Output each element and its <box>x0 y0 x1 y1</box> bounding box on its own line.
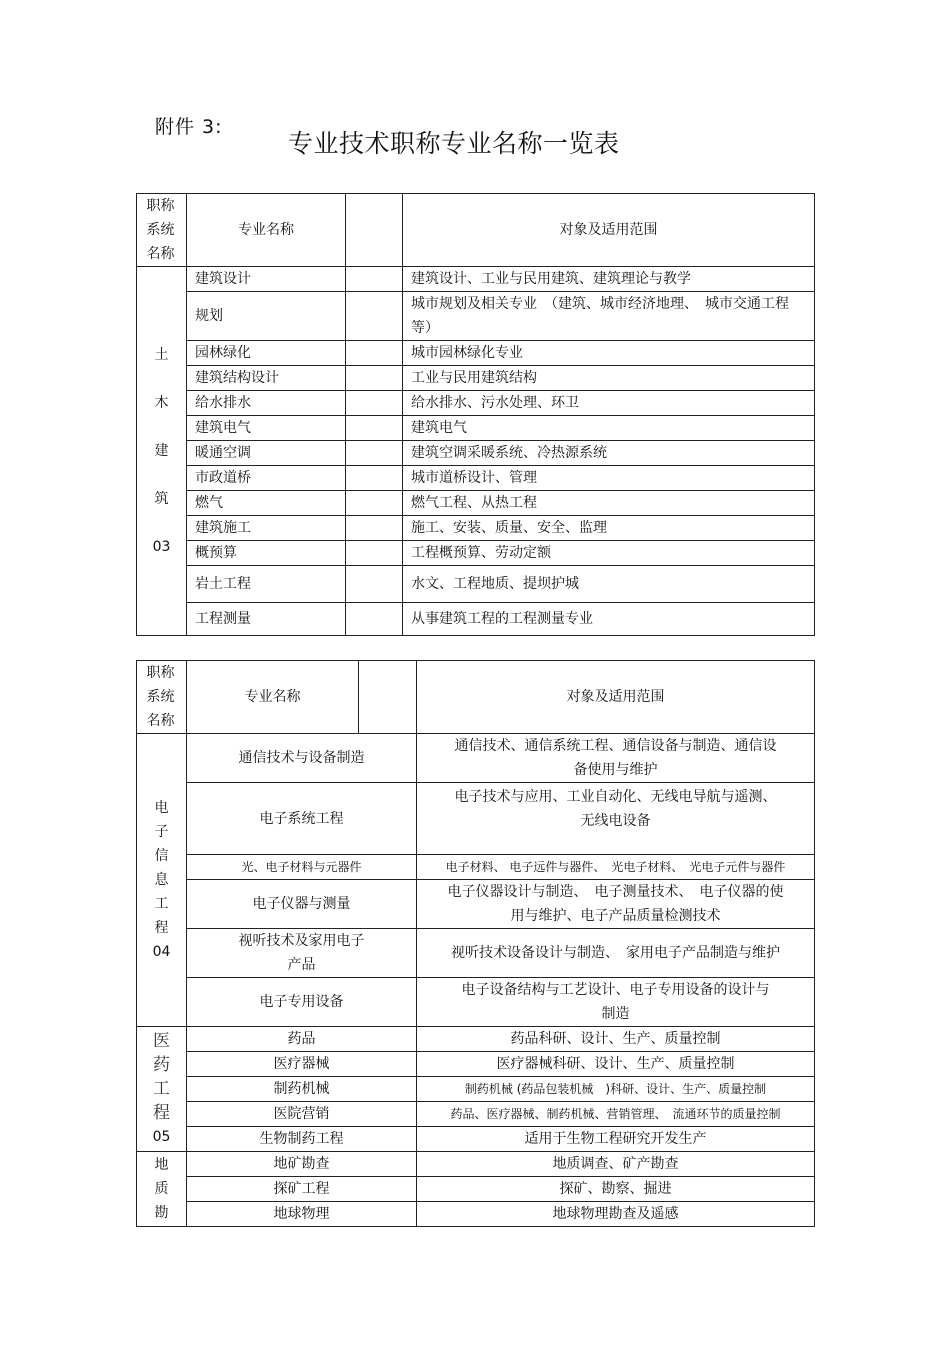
row-scope: 工业与民用建筑结构 <box>403 366 815 391</box>
profession-table-civil <box>136 193 815 636</box>
table-row <box>137 978 815 1027</box>
table-row <box>137 466 815 491</box>
row-name: 园林绿化 <box>187 341 346 366</box>
row-scope: 适用于生物工程研究开发生产 <box>417 1127 815 1152</box>
row-scope: 城市园林绿化专业 <box>403 341 815 366</box>
category-civil: 土 木 建 筑 03 <box>137 267 187 636</box>
row-name: 电子系统工程 <box>187 783 417 855</box>
table-header <box>137 194 815 267</box>
table-row <box>137 1152 815 1177</box>
header-scope: 对象及适用范围 <box>403 194 815 267</box>
table-row <box>137 391 815 416</box>
row-scope: 通信技术、通信系统工程、通信设备与制造、通信设 备使用与维护 <box>417 734 815 783</box>
table-row <box>137 1027 815 1052</box>
row-scope: 地球物理勘查及遥感 <box>417 1202 815 1227</box>
table-row <box>137 441 815 466</box>
attachment-label: 附件 3: <box>155 116 223 138</box>
row-scope: 药品、医疗器械、制药机械、营销管理、 流通环节的质量控制 <box>417 1102 815 1127</box>
table-row <box>137 267 815 292</box>
table-row <box>137 1127 815 1152</box>
row-scope: 建筑设计、工业与民用建筑、建筑理论与教学 <box>403 267 815 292</box>
row-scope: 电子设备结构与工艺设计、电子专用设备的设计与 制造 <box>417 978 815 1027</box>
table-row <box>137 1052 815 1077</box>
row-name: 建筑结构设计 <box>187 366 346 391</box>
row-scope: 地质调查、矿产勘查 <box>417 1152 815 1177</box>
row-scope: 城市道桥设计、管理 <box>403 466 815 491</box>
table-row <box>137 341 815 366</box>
row-name: 工程测量 <box>187 603 346 636</box>
header-empty <box>359 661 417 734</box>
row-name: 通信技术与设备制造 <box>187 734 417 783</box>
row-name: 燃气 <box>187 491 346 516</box>
table-row <box>137 1077 815 1102</box>
table-row <box>137 1177 815 1202</box>
row-name: 市政道桥 <box>187 466 346 491</box>
row-scope: 建筑空调采暖系统、冷热源系统 <box>403 441 815 466</box>
row-scope: 探矿、勘察、掘进 <box>417 1177 815 1202</box>
row-scope: 给水排水、污水处理、环卫 <box>403 391 815 416</box>
row-scope: 燃气工程、从热工程 <box>403 491 815 516</box>
row-name: 岩土工程 <box>187 566 346 603</box>
header-scope: 对象及适用范围 <box>417 661 815 734</box>
row-scope: 从事建筑工程的工程测量专业 <box>403 603 815 636</box>
row-scope: 电子技术与应用、工业自动化、无线电导航与遥测、 无线电设备 <box>417 783 815 855</box>
row-scope: 视听技术设备设计与制造、 家用电子产品制造与维护 <box>417 929 815 978</box>
row-scope: 水文、工程地质、提坝护城 <box>403 566 815 603</box>
table-row <box>137 1102 815 1127</box>
table-row <box>137 541 815 566</box>
row-name: 地矿勘查 <box>187 1152 417 1177</box>
table-row <box>137 603 815 636</box>
table-row <box>137 855 815 880</box>
row-name: 建筑设计 <box>187 267 346 292</box>
category-electronics: 电 子 信 息 工 程 04 <box>137 734 187 1027</box>
row-name: 电子专用设备 <box>187 978 417 1027</box>
row-name: 建筑电气 <box>187 416 346 441</box>
header-name: 专业名称 <box>187 661 359 734</box>
row-name: 概预算 <box>187 541 346 566</box>
row-name: 地球物理 <box>187 1202 417 1227</box>
table-row <box>137 516 815 541</box>
row-scope: 施工、安装、质量、安全、监理 <box>403 516 815 541</box>
row-name: 制药机械 <box>187 1077 417 1102</box>
table-row <box>137 783 815 855</box>
row-name: 光、电子材料与元器件 <box>187 855 417 880</box>
row-name: 电子仪器与测量 <box>187 880 417 929</box>
table-row <box>137 416 815 441</box>
table-row <box>137 1202 815 1227</box>
page-title: 专业技术职称专业名称一览表 <box>288 129 620 158</box>
row-scope: 城市规划及相关专业 （建筑、城市经济地理、 城市交通工程等） <box>403 292 815 341</box>
table-row <box>137 734 815 783</box>
header-category: 职称 系统 名称 <box>137 661 187 734</box>
profession-table-electronics-pharma-geology <box>136 660 815 1227</box>
row-name: 探矿工程 <box>187 1177 417 1202</box>
table-row <box>137 292 815 341</box>
table-row <box>137 566 815 603</box>
row-scope: 工程概预算、劳动定额 <box>403 541 815 566</box>
row-scope: 电子材料、 电子远件与器件、 光电子材料、 光电子元件与器件 <box>417 855 815 880</box>
table-header <box>137 661 815 734</box>
category-pharma: 医 药 工 程 05 <box>137 1027 187 1152</box>
row-scope: 药品科研、设计、生产、质量控制 <box>417 1027 815 1052</box>
row-name: 给水排水 <box>187 391 346 416</box>
table-row <box>137 366 815 391</box>
row-scope: 电子仪器设计与制造、 电子测量技术、 电子仪器的使 用与维护、电子产品质量检测技术 <box>417 880 815 929</box>
row-name: 暖通空调 <box>187 441 346 466</box>
header-empty <box>346 194 403 267</box>
table-row <box>137 929 815 978</box>
header-name: 专业名称 <box>187 194 346 267</box>
table-row <box>137 880 815 929</box>
row-scope: 制药机械 (药品包装机械 )科研、设计、生产、质量控制 <box>417 1077 815 1102</box>
row-name: 药品 <box>187 1027 417 1052</box>
row-name: 建筑施工 <box>187 516 346 541</box>
row-scope: 建筑电气 <box>403 416 815 441</box>
category-geology: 地 质 勘 <box>137 1152 187 1227</box>
row-name: 视听技术及家用电子 产品 <box>187 929 417 978</box>
row-name: 医疗器械 <box>187 1052 417 1077</box>
row-name: 规划 <box>187 292 346 341</box>
table-row <box>137 491 815 516</box>
row-name: 医院营销 <box>187 1102 417 1127</box>
row-scope: 医疗器械科研、设计、生产、质量控制 <box>417 1052 815 1077</box>
row-name: 生物制药工程 <box>187 1127 417 1152</box>
header-category: 职称 系统 名称 <box>137 194 187 267</box>
